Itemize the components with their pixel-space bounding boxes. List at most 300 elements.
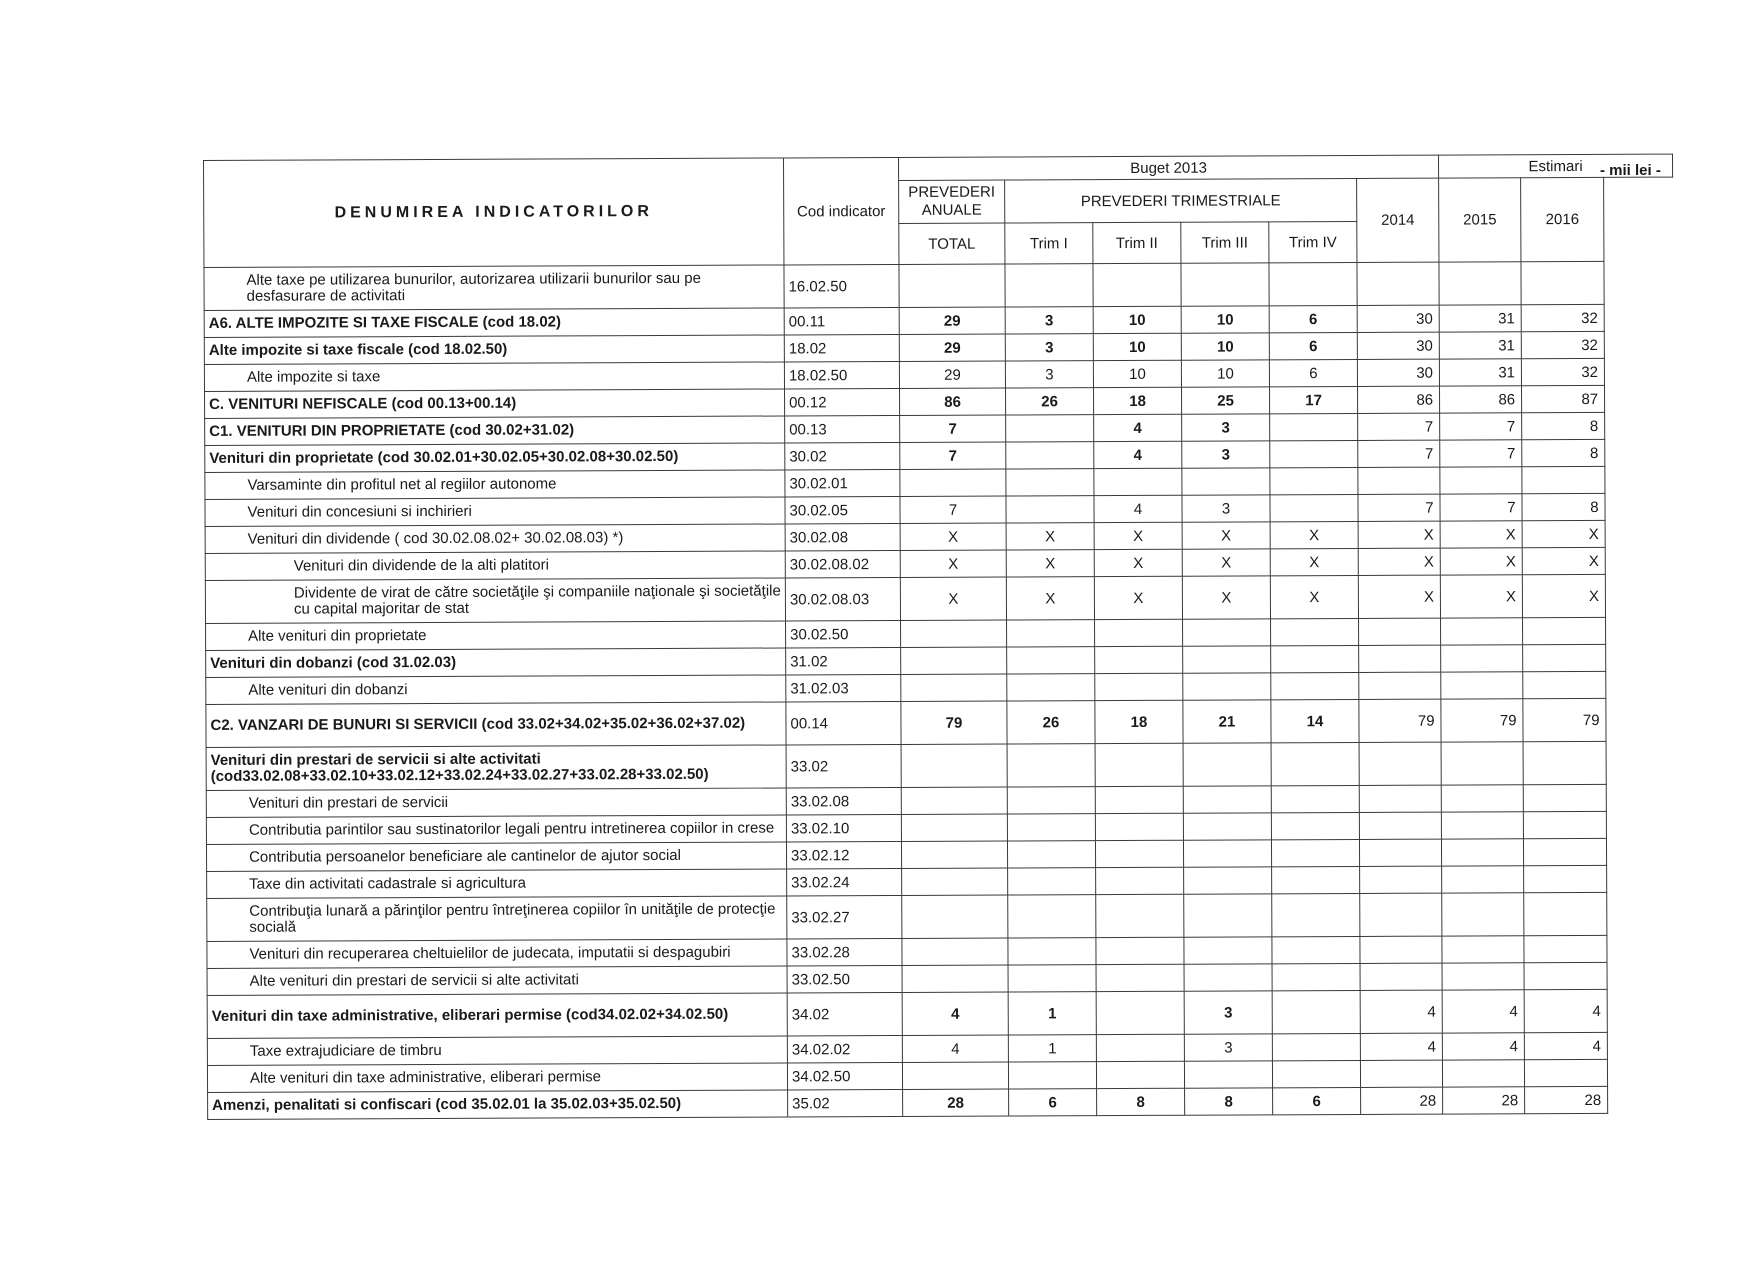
estimare-2014-cell (1359, 785, 1441, 812)
trim1-cell (1008, 1062, 1096, 1089)
header-trim3: Trim III (1181, 222, 1269, 263)
indicator-name: Taxe extrajudiciare de timbru (207, 1036, 787, 1066)
indicator-code: 34.02.02 (787, 1035, 902, 1063)
estimare-2015-cell: 4 (1442, 990, 1524, 1033)
table-row (207, 989, 1676, 1038)
trim4-cell: 6 (1269, 359, 1357, 386)
trim4-cell (1272, 866, 1360, 893)
total-cell: 4 (902, 1035, 1008, 1062)
estimare-2015-cell: 28 (1443, 1087, 1525, 1114)
trim1-cell (1006, 442, 1094, 469)
trim4-cell (1270, 440, 1358, 467)
trim2-cell (1096, 964, 1184, 991)
trim3-cell (1183, 743, 1271, 786)
indicator-name: Amenzi, penalitati si confiscari (cod 35.02.01 la 35.02.03+35.02.50) (208, 1090, 788, 1120)
indicator-code: 33.02.27 (787, 895, 902, 939)
unit-label: - mii lei - (1600, 162, 1661, 179)
indicator-code: 30.02.08.03 (785, 577, 900, 621)
indicator-name: Venituri din dividende de la alti platitori (205, 551, 785, 581)
indicator-name: Alte venituri din dobanzi (206, 675, 786, 705)
trim1-cell: 26 (1006, 388, 1094, 415)
indicator-code: 00.11 (784, 307, 899, 335)
trim4-cell: 17 (1270, 386, 1358, 413)
indicator-code: 16.02.50 (784, 264, 899, 308)
trim1-cell: X (1006, 577, 1094, 620)
trim2-cell (1095, 786, 1183, 813)
trim1-cell (1006, 496, 1094, 523)
indicator-code: 18.02 (784, 334, 899, 362)
estimare-2016-cell (1523, 644, 1606, 671)
indicator-name: Varsaminte din profitul net al regiilor autonome (205, 470, 785, 500)
trim4-cell (1272, 1033, 1360, 1060)
trim2-cell (1096, 991, 1184, 1034)
trim3-cell (1184, 964, 1272, 991)
estimare-2016-cell: X (1522, 520, 1605, 547)
indicator-code: 30.02.08.02 (785, 550, 900, 578)
indicator-name: C2. VANZARI DE BUNURI SI SERVICII (cod 33.02+34.02+35.02+36.02+37.02) (206, 702, 786, 748)
trim3-cell: 3 (1182, 495, 1270, 522)
trim4-cell (1271, 618, 1359, 645)
trim1-cell: 1 (1008, 1035, 1096, 1062)
indicator-name: Venituri din recuperarea cheltuielilor de judecata, imputatii si despagubiri (207, 939, 787, 969)
trim1-cell (1008, 868, 1096, 895)
estimare-2016-cell (1522, 466, 1605, 493)
indicator-name: Contributia parintilor sau sustinatorilor legali pentru intretinerea copiilor in crese (206, 815, 786, 845)
header-trim1: Trim I (1005, 223, 1093, 264)
estimare-2014-cell (1360, 963, 1442, 990)
trim2-cell: 4 (1094, 414, 1182, 441)
trim2-cell: 8 (1097, 1088, 1185, 1115)
estimare-2016-cell: 32 (1521, 304, 1604, 331)
header-estimari: Estimari (1439, 154, 1673, 178)
indicator-code: 18.02.50 (784, 361, 899, 389)
header-buget: Buget 2013 (898, 155, 1438, 180)
trim3-cell (1181, 263, 1269, 306)
indicator-code: 33.02.24 (787, 868, 902, 896)
header-prevederi-trimestriale: PREVEDERI TRIMESTRIALE (1005, 178, 1357, 223)
estimare-2014-cell: 30 (1357, 305, 1439, 332)
total-cell (902, 868, 1008, 895)
indicator-code: 30.02.08 (785, 523, 900, 551)
estimare-2016-cell: 8 (1522, 493, 1605, 520)
indicator-name: Venituri din prestari de servicii (206, 788, 786, 818)
header-total: TOTAL (899, 223, 1005, 264)
total-cell: 29 (899, 307, 1005, 334)
header-2015: 2015 (1439, 178, 1521, 262)
trim2-cell: 18 (1095, 700, 1183, 743)
estimare-2016-cell: 28 (1525, 1086, 1608, 1113)
header-2016: 2016 (1521, 177, 1604, 261)
trim1-cell: 3 (1005, 307, 1093, 334)
estimare-2015-cell (1441, 812, 1523, 839)
trim1-cell: 6 (1009, 1089, 1097, 1116)
trim3-cell (1183, 840, 1271, 867)
trim2-cell (1094, 468, 1182, 495)
trim3-cell (1182, 468, 1270, 495)
total-cell: 7 (900, 442, 1006, 469)
indicator-code: 33.02.12 (786, 841, 901, 869)
table-row (207, 892, 1676, 941)
trim3-cell (1184, 937, 1272, 964)
budget-sheet (203, 154, 1677, 1120)
trim1-cell (1007, 841, 1095, 868)
estimare-2015-cell (1441, 785, 1523, 812)
trim2-cell: X (1094, 549, 1182, 576)
trim2-cell (1096, 894, 1184, 937)
total-cell (901, 814, 1007, 841)
trim2-cell (1095, 813, 1183, 840)
estimare-2014-cell (1358, 467, 1440, 494)
trim2-cell (1095, 619, 1183, 646)
trim1-cell (1008, 965, 1096, 992)
estimare-2014-cell: 7 (1358, 413, 1440, 440)
estimare-2014-cell: 7 (1358, 440, 1440, 467)
indicator-code: 00.13 (785, 415, 900, 443)
estimare-2016-cell (1524, 962, 1607, 989)
estimare-2015-cell: 7 (1440, 494, 1522, 521)
estimare-2014-cell: X (1358, 548, 1440, 575)
estimare-2015-cell: X (1440, 575, 1522, 618)
estimare-2016-cell: 4 (1524, 1032, 1607, 1059)
indicator-name: C1. VENITURI DIN PROPRIETATE (cod 30.02+31.02) (205, 416, 785, 446)
trim2-cell (1096, 1034, 1184, 1061)
trim3-cell: 3 (1182, 414, 1270, 441)
trim3-cell (1184, 867, 1272, 894)
trim2-cell (1096, 937, 1184, 964)
estimare-2016-cell (1525, 1059, 1608, 1086)
trim4-cell: X (1270, 548, 1358, 575)
total-cell (901, 647, 1007, 674)
trim4-cell (1272, 990, 1360, 1033)
estimare-2016-cell (1524, 838, 1607, 865)
estimare-2015-cell: 86 (1440, 386, 1522, 413)
table-row (204, 261, 1673, 310)
trim3-cell: X (1182, 576, 1270, 619)
table-row (205, 574, 1674, 623)
total-cell: 86 (900, 388, 1006, 415)
trim3-cell (1183, 786, 1271, 813)
trim2-cell (1095, 673, 1183, 700)
trim3-cell: 3 (1182, 441, 1270, 468)
trim4-cell (1271, 785, 1359, 812)
total-cell (901, 620, 1007, 647)
trim1-cell: 26 (1007, 701, 1095, 744)
estimare-2015-cell: 31 (1439, 359, 1521, 386)
estimare-2015-cell: 7 (1440, 413, 1522, 440)
total-cell: 7 (900, 496, 1006, 523)
trim4-cell (1272, 936, 1360, 963)
indicator-code: 34.02.50 (787, 1062, 902, 1090)
indicator-name: Alte venituri din taxe administrative, eliberari permise (207, 1063, 787, 1093)
estimare-2014-cell (1360, 936, 1442, 963)
total-cell: X (900, 523, 1006, 550)
indicator-name: Contribuţia lunară a părinţilor pentru întreţinerea copiilor în unităţile de protecţie socială (207, 896, 787, 942)
indicator-name: Venituri din proprietate (cod 30.02.01+30.02.05+30.02.08+30.02.50) (205, 443, 785, 473)
estimare-2016-cell (1524, 865, 1607, 892)
total-cell (901, 674, 1007, 701)
estimare-2015-cell (1443, 1060, 1525, 1087)
indicator-code: 35.02 (788, 1089, 903, 1117)
indicator-name: Venituri din dobanzi (cod 31.02.03) (206, 648, 786, 678)
estimare-2016-cell: X (1522, 547, 1605, 574)
total-cell (900, 469, 1006, 496)
indicator-code: 33.02 (786, 744, 901, 788)
total-cell (901, 841, 1007, 868)
trim2-cell: 4 (1094, 495, 1182, 522)
indicator-name: Taxe din activitati cadastrale si agricultura (207, 869, 787, 899)
trim1-cell (1007, 744, 1095, 787)
indicator-name: A6. ALTE IMPOZITE SI TAXE FISCALE (cod 18.02) (204, 308, 784, 338)
estimare-2016-cell: 8 (1522, 412, 1605, 439)
total-cell (902, 1062, 1008, 1089)
table-header (204, 154, 1673, 267)
trim4-cell (1271, 839, 1359, 866)
trim2-cell: X (1094, 522, 1182, 549)
trim3-cell: X (1182, 549, 1270, 576)
trim4-cell: X (1270, 521, 1358, 548)
estimare-2016-cell (1523, 671, 1606, 698)
trim1-cell (1006, 415, 1094, 442)
trim3-cell: 10 (1181, 360, 1269, 387)
trim4-cell (1271, 672, 1359, 699)
trim2-cell: 10 (1093, 306, 1181, 333)
indicator-name: C. VENITURI NEFISCALE (cod 00.13+00.14) (205, 389, 785, 419)
estimare-2015-cell: 31 (1439, 332, 1521, 359)
trim2-cell: 4 (1094, 441, 1182, 468)
trim2-cell (1095, 840, 1183, 867)
estimare-2015-cell (1441, 645, 1523, 672)
estimare-2015-cell (1440, 467, 1522, 494)
trim2-cell: X (1094, 576, 1182, 619)
estimare-2014-cell: X (1358, 575, 1440, 618)
trim1-cell (1007, 814, 1095, 841)
trim1-cell: X (1006, 550, 1094, 577)
total-cell (899, 264, 1005, 307)
estimare-2015-cell (1441, 618, 1523, 645)
estimare-2016-cell (1523, 617, 1606, 644)
indicator-name: Venituri din concesiuni si inchirieri (205, 497, 785, 527)
trim4-cell (1270, 467, 1358, 494)
trim4-cell: X (1270, 575, 1358, 618)
header-trim2: Trim II (1093, 222, 1181, 263)
estimare-2016-cell (1521, 261, 1604, 304)
estimare-2016-cell: 32 (1521, 331, 1604, 358)
estimare-2016-cell: 32 (1521, 358, 1604, 385)
header-trim4: Trim IV (1269, 221, 1357, 262)
indicator-code: 34.02 (787, 992, 902, 1036)
total-cell: X (900, 577, 1006, 620)
estimare-2014-cell: 4 (1360, 1033, 1442, 1060)
total-cell: 4 (902, 992, 1008, 1035)
total-cell: 29 (899, 334, 1005, 361)
trim3-cell: X (1182, 522, 1270, 549)
estimare-2014-cell: 86 (1357, 386, 1439, 413)
trim1-cell (1007, 674, 1095, 701)
table-row (206, 741, 1675, 790)
estimare-2014-cell (1360, 1060, 1442, 1087)
trim1-cell (1007, 620, 1095, 647)
trim3-cell: 10 (1181, 333, 1269, 360)
estimare-2014-cell (1359, 839, 1441, 866)
estimare-2016-cell (1524, 892, 1607, 935)
total-cell (902, 895, 1008, 938)
trim4-cell: 14 (1271, 699, 1359, 742)
estimare-2015-cell (1439, 262, 1521, 305)
trim4-cell (1270, 494, 1358, 521)
estimare-2015-cell (1442, 963, 1524, 990)
estimare-2015-cell (1441, 672, 1523, 699)
trim3-cell: 8 (1185, 1088, 1273, 1115)
trim3-cell: 3 (1184, 1034, 1272, 1061)
indicator-name: Alte taxe pe utilizarea bunurilor, autorizarea utilizarii bunurilor sau pe desfasurare de activitati (204, 265, 784, 311)
header-cod: Cod indicator (783, 157, 898, 265)
estimare-2015-cell: X (1440, 548, 1522, 575)
trim4-cell (1271, 742, 1359, 785)
estimare-2014-cell (1360, 893, 1442, 936)
header-denumire: DENUMIREA INDICATORILOR (204, 158, 784, 268)
estimare-2014-cell: 30 (1357, 332, 1439, 359)
trim3-cell: 3 (1184, 991, 1272, 1034)
trim3-cell (1183, 619, 1271, 646)
total-cell (901, 744, 1007, 787)
estimare-2015-cell (1441, 742, 1523, 785)
trim2-cell (1095, 743, 1183, 786)
estimare-2016-cell: 79 (1523, 698, 1606, 741)
indicator-code: 31.02 (786, 647, 901, 675)
trim1-cell (1006, 469, 1094, 496)
indicator-code: 31.02.03 (786, 674, 901, 702)
trim2-cell: 10 (1093, 333, 1181, 360)
estimare-2015-cell (1442, 866, 1524, 893)
estimare-2014-cell (1359, 742, 1441, 785)
estimare-2014-cell: 28 (1361, 1087, 1443, 1114)
budget-table (203, 154, 1677, 1120)
estimare-2015-cell (1442, 839, 1524, 866)
estimare-2014-cell (1359, 618, 1441, 645)
trim4-cell: 6 (1269, 305, 1357, 332)
trim1-cell: X (1006, 523, 1094, 550)
estimare-2015-cell: 79 (1441, 699, 1523, 742)
estimare-2016-cell: X (1522, 574, 1605, 617)
trim4-cell (1270, 413, 1358, 440)
trim1-cell (1008, 895, 1096, 938)
estimare-2015-cell: 7 (1440, 440, 1522, 467)
trim2-cell (1095, 646, 1183, 673)
trim2-cell (1093, 263, 1181, 306)
trim4-cell (1272, 1060, 1360, 1087)
estimare-2014-cell: 7 (1358, 494, 1440, 521)
indicator-code: 30.02 (785, 442, 900, 470)
indicator-name: Venituri din prestari de servicii si alte activitati (cod33.02.08+33.02.10+33.02.12+33.02.24+33.02.27+33.02.28+33.02.50) (206, 745, 786, 791)
estimare-2016-cell (1524, 935, 1607, 962)
trim3-cell (1184, 894, 1272, 937)
indicator-code: 33.02.10 (786, 814, 901, 842)
trim2-cell (1096, 1061, 1184, 1088)
indicator-name: Venituri din dividende ( cod 30.02.08.02+ 30.02.08.03) *) (205, 524, 785, 554)
estimare-2016-cell: 4 (1524, 989, 1607, 1032)
trim3-cell (1184, 1061, 1272, 1088)
estimare-2016-cell (1523, 811, 1606, 838)
indicator-name: Dividente de virat de către societăţile şi companiile naţionale şi societăţile cu capital majoritar de stat (205, 578, 785, 624)
indicator-name: Contributia persoanelor beneficiare ale cantinelor de ajutor social (206, 842, 786, 872)
indicator-code: 33.02.28 (787, 938, 902, 966)
trim1-cell (1008, 938, 1096, 965)
trim3-cell (1183, 673, 1271, 700)
total-cell: X (900, 550, 1006, 577)
trim3-cell: 10 (1181, 306, 1269, 333)
total-cell (901, 787, 1007, 814)
trim4-cell (1272, 893, 1360, 936)
trim4-cell (1269, 262, 1357, 305)
trim1-cell (1007, 647, 1095, 674)
estimare-2015-cell (1442, 893, 1524, 936)
indicator-name: Alte venituri din proprietate (206, 621, 786, 651)
header-2014: 2014 (1357, 178, 1439, 262)
indicator-name: Alte venituri din prestari de servicii si alte activitati (207, 966, 787, 996)
total-cell: 7 (900, 415, 1006, 442)
estimare-2014-cell (1359, 672, 1441, 699)
estimare-2015-cell: X (1440, 521, 1522, 548)
total-cell: 29 (899, 361, 1005, 388)
trim2-cell: 18 (1094, 387, 1182, 414)
indicator-name: Alte impozite si taxe fiscale (cod 18.02.50) (204, 335, 784, 365)
estimare-2014-cell: 79 (1359, 699, 1441, 742)
trim3-cell (1183, 813, 1271, 840)
trim2-cell (1096, 867, 1184, 894)
indicator-code: 00.14 (786, 701, 901, 745)
indicator-code: 30.02.50 (786, 620, 901, 648)
estimare-2014-cell: 30 (1357, 359, 1439, 386)
estimare-2014-cell (1357, 262, 1439, 305)
indicator-code: 33.02.08 (786, 787, 901, 815)
estimare-2015-cell: 31 (1439, 305, 1521, 332)
total-cell: 28 (903, 1089, 1009, 1116)
estimare-2016-cell (1523, 741, 1606, 784)
trim4-cell (1272, 963, 1360, 990)
estimare-2014-cell (1359, 812, 1441, 839)
table-row (206, 698, 1675, 747)
indicator-name: Venituri din taxe administrative, eliberari permise (cod34.02.02+34.02.50) (207, 993, 787, 1039)
trim4-cell (1271, 645, 1359, 672)
trim1-cell (1005, 264, 1093, 307)
estimare-2014-cell: 4 (1360, 990, 1442, 1033)
trim3-cell: 25 (1182, 387, 1270, 414)
trim1-cell (1007, 787, 1095, 814)
trim4-cell: 6 (1269, 332, 1357, 359)
trim3-cell: 21 (1183, 700, 1271, 743)
estimare-2015-cell (1442, 936, 1524, 963)
estimare-2016-cell (1523, 784, 1606, 811)
indicator-code: 00.12 (785, 388, 900, 416)
estimare-2015-cell: 4 (1442, 1033, 1524, 1060)
trim1-cell: 1 (1008, 992, 1096, 1035)
estimare-2014-cell: X (1358, 521, 1440, 548)
trim1-cell: 3 (1005, 334, 1093, 361)
trim2-cell: 10 (1093, 360, 1181, 387)
trim1-cell: 3 (1005, 361, 1093, 388)
indicator-code: 30.02.05 (785, 496, 900, 524)
table-body (204, 261, 1677, 1119)
estimare-2014-cell (1359, 645, 1441, 672)
total-cell (902, 938, 1008, 965)
trim4-cell (1271, 812, 1359, 839)
header-prevederi-anuale: PREVEDERI ANUALE (899, 180, 1005, 223)
estimare-2016-cell: 87 (1522, 385, 1605, 412)
total-cell: 79 (901, 701, 1007, 744)
trim3-cell (1183, 646, 1271, 673)
trim4-cell: 6 (1273, 1087, 1361, 1114)
total-cell (902, 965, 1008, 992)
